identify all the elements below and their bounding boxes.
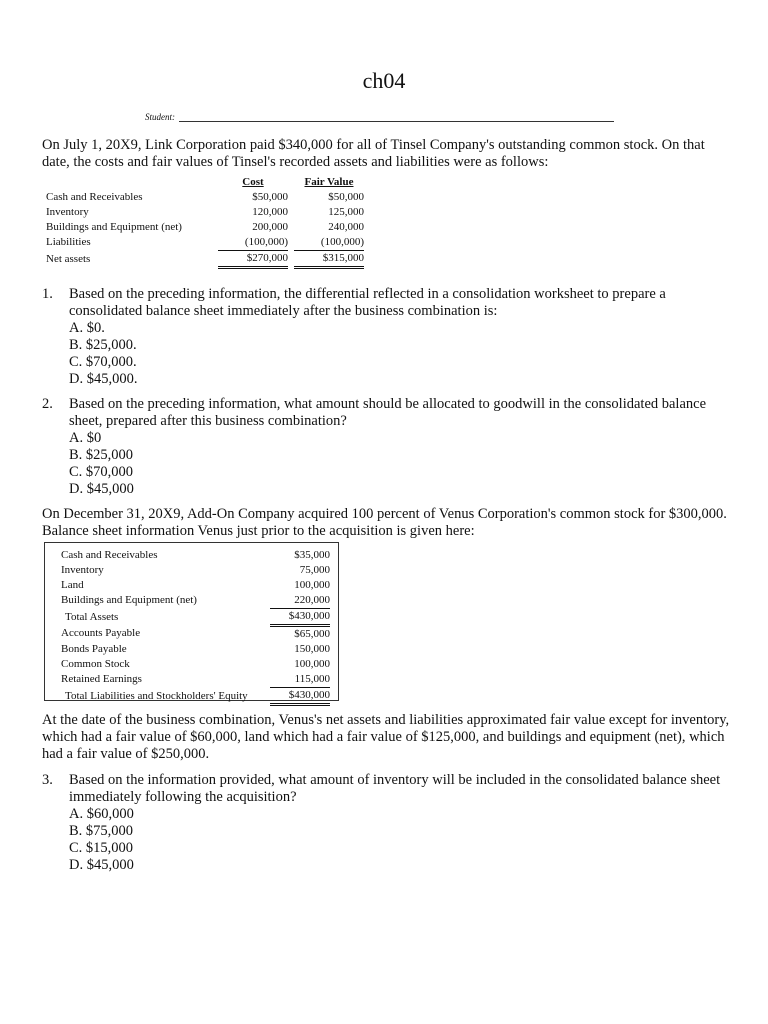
question-stem: Based on the preceding information, what amount should be allocated to goodwill in the consolidated balance sheet, prepared after this business combination? [69,396,707,429]
table-row [61,609,330,626]
option-c[interactable]: C. $15,000 [69,840,134,856]
question-1 [42,286,732,388]
option-b[interactable]: B. $25,000. [69,337,137,353]
row-label: Inventory [46,206,89,218]
option-b[interactable]: B. $75,000 [69,823,134,839]
row-value: 220,000 [270,593,330,609]
intro-paragraph-1: On July 1, 20X9, Link Corporation paid $340,000 for all of Tinsel Company's outstanding common stock. On that date, the costs and fair values of Tinsel's recorded assets and liabilities were as follows: [42,137,705,170]
fair-value: $50,000 [328,191,364,203]
row-value: $430,000 [270,688,330,705]
fair-value: 240,000 [328,221,364,233]
student-label: Student: [145,112,175,122]
table-row [46,235,364,251]
option-d[interactable]: D. $45,000. [69,371,138,387]
option-d[interactable]: D. $45,000 [69,857,134,873]
venus-table-box [44,542,339,701]
row-value: $430,000 [270,609,330,626]
row-label: Inventory [61,564,104,576]
row-label: Buildings and Equipment (net) [46,221,182,233]
row-value: 150,000 [294,643,330,655]
fair-value: (100,000) [294,235,364,251]
row-label: Total Liabilities and Stockholders' Equity [65,689,248,702]
row-value: 100,000 [294,658,330,670]
row-value: 100,000 [294,579,330,591]
fair-value: $315,000 [294,251,364,268]
row-label: Net assets [46,252,91,265]
tinsel-table [46,175,364,269]
cost-value: 120,000 [252,206,288,218]
page-title: ch04 [362,68,406,93]
fair-value: 125,000 [328,206,364,218]
question-3 [42,772,732,874]
row-label: Bonds Payable [61,643,127,655]
row-label: Common Stock [61,658,130,670]
question-number: 3. [42,772,53,788]
option-c[interactable]: C. $70,000. [69,354,137,370]
table-row [61,578,330,593]
option-a[interactable]: A. $60,000 [69,806,134,822]
row-value: 75,000 [299,564,330,576]
header-cost: Cost [242,176,264,188]
table-row [46,190,364,205]
row-label: Accounts Payable [61,627,141,640]
row-label: Buildings and Equipment (net) [61,594,197,607]
table-row [61,563,330,578]
cost-value: $270,000 [218,251,288,268]
option-a[interactable]: A. $0 [69,430,102,446]
table-row [61,688,330,705]
cost-value: 200,000 [252,221,288,233]
cost-value: $50,000 [252,191,288,203]
table-row [61,593,330,609]
venus-table [61,548,330,706]
intro-paragraph-2: On December 31, 20X9, Add-On Company acquired 100 percent of Venus Corporation's common stock for $300,000. Balance sheet information Venus just prior to the acquisition is given here: [42,506,727,539]
table-row [46,220,364,235]
row-label: Cash and Receivables [46,191,143,203]
row-label: Land [61,579,84,591]
table-row [46,205,364,220]
table-row [61,642,330,657]
question-stem: Based on the preceding information, the differential reflected in a consolidation worksheet to prepare a consolidated balance sheet immediately after the business combination is: [69,286,666,319]
table-header-row [46,175,364,190]
row-label: Cash and Receivables [61,549,158,561]
option-c[interactable]: C. $70,000 [69,464,134,480]
row-value: $65,000 [294,628,330,640]
question-number: 1. [42,286,53,302]
table-row [46,251,364,268]
header-fair-value: Fair Value [304,176,354,188]
table-row [61,626,330,643]
row-label: Total Assets [65,610,119,623]
option-a[interactable]: A. $0. [69,320,105,336]
table-row [61,657,330,672]
question-2 [42,396,732,498]
student-field [145,112,614,122]
row-label: Retained Earnings [61,673,142,686]
question-stem: Based on the information provided, what amount of inventory will be included in the consolidated balance sheet immediately following the acquisition? [69,772,721,805]
student-line[interactable] [179,121,614,122]
row-label: Liabilities [46,236,91,249]
row-value: $35,000 [294,549,330,561]
table-row [61,672,330,688]
paragraph-3: At the date of the business combination, Venus's net assets and liabilities approximated fair value except for inventory, which had a fair value of $60,000, land which had a fair value of $125,000, and buildings and equipment (net), which had a fair value of $250,000. [42,712,730,762]
option-d[interactable]: D. $45,000 [69,481,134,497]
option-b[interactable]: B. $25,000 [69,447,134,463]
row-value: 115,000 [270,672,330,688]
table-row [61,548,330,563]
cost-value: (100,000) [218,235,288,251]
question-number: 2. [42,396,53,412]
